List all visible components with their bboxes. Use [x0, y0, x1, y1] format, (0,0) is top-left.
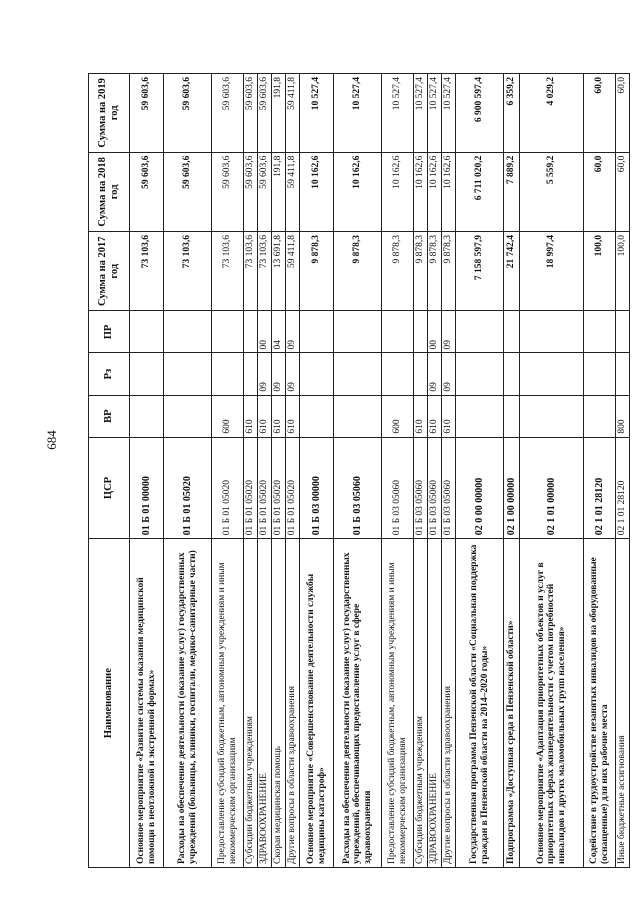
cell-sum-2019: 59 603,6 — [244, 74, 258, 153]
cell-sum-2019: 10 527,4 — [334, 74, 382, 153]
table-row — [244, 74, 258, 868]
table-row — [300, 74, 334, 868]
cell-csr: 01 Б 01 05020 — [212, 437, 244, 539]
cell-sum-2017: 73 103,6 — [164, 232, 212, 311]
cell-pr — [584, 311, 616, 353]
cell-pr: 09 — [286, 311, 300, 353]
cell-sum-2018: 59 603,6 — [258, 152, 272, 231]
table-row — [616, 74, 630, 868]
cell-vr: 610 — [286, 395, 300, 437]
cell-name: Иные бюджетные ассигнования — [616, 539, 630, 868]
table-body — [130, 74, 630, 868]
cell-sum-2017: 73 103,6 — [130, 232, 164, 311]
cell-sum-2018: 5 559,2 — [520, 152, 584, 231]
cell-csr: 01 Б 01 05020 — [258, 437, 272, 539]
cell-name: Субсидии бюджетным учреждениям — [414, 539, 428, 868]
cell-sum-2017: 73 103,6 — [258, 232, 272, 311]
cell-csr: 01 Б 03 05060 — [442, 437, 456, 539]
cell-rz: 09 — [272, 353, 286, 395]
cell-pr: 09 — [442, 311, 456, 353]
cell-rz: 09 — [442, 353, 456, 395]
cell-name: ЗДРАВООХРАНЕНИЕ — [428, 539, 442, 868]
cell-sum-2017: 73 103,6 — [212, 232, 244, 311]
cell-rz — [300, 353, 334, 395]
cell-csr: 01 Б 01 05020 — [272, 437, 286, 539]
cell-pr — [504, 311, 520, 353]
cell-pr — [300, 311, 334, 353]
cell-name: ЗДРАВООХРАНЕНИЕ — [258, 539, 272, 868]
cell-pr — [456, 311, 504, 353]
cell-rz — [212, 353, 244, 395]
cell-vr: 800 — [616, 395, 630, 437]
table-row — [130, 74, 164, 868]
cell-vr — [164, 395, 212, 437]
cell-csr: 01 Б 03 05060 — [334, 437, 382, 539]
cell-sum-2018: 6 711 020,2 — [456, 152, 504, 231]
cell-sum-2018: 60,0 — [616, 152, 630, 231]
budget-table-container — [88, 73, 628, 868]
cell-csr: 01 Б 03 05060 — [428, 437, 442, 539]
cell-pr — [334, 311, 382, 353]
cell-pr — [616, 311, 630, 353]
budget-table — [88, 73, 630, 868]
cell-pr: 00 — [428, 311, 442, 353]
cell-pr: 00 — [258, 311, 272, 353]
cell-rz — [382, 353, 414, 395]
cell-vr — [300, 395, 334, 437]
cell-rz — [244, 353, 258, 395]
table-row — [382, 74, 414, 868]
cell-name: Основное мероприятие «Адаптация приоритетных объектов и услуг в приоритетных сферах жизнедеятельности с учетом потребностей инвалидов и других маломобильных групп населения» — [520, 539, 584, 868]
cell-name: Другие вопросы в области здравоохранения — [286, 539, 300, 868]
cell-csr: 01 Б 01 00000 — [130, 437, 164, 539]
cell-vr — [584, 395, 616, 437]
cell-sum-2017: 59 411,8 — [286, 232, 300, 311]
cell-rz — [504, 353, 520, 395]
cell-sum-2018: 10 162,6 — [334, 152, 382, 231]
cell-name: Основное мероприятие «Развитие системы оказания медицинской помощи в неотложной и экстренной формах» — [130, 539, 164, 868]
header-name: Наименование — [89, 539, 130, 868]
cell-sum-2019: 59 603,6 — [164, 74, 212, 153]
cell-csr: 02 0 00 00000 — [456, 437, 504, 539]
cell-vr — [456, 395, 504, 437]
cell-rz — [456, 353, 504, 395]
cell-sum-2017: 9 878,3 — [334, 232, 382, 311]
cell-rz: 09 — [428, 353, 442, 395]
cell-sum-2019: 10 527,4 — [428, 74, 442, 153]
cell-sum-2019: 10 527,4 — [442, 74, 456, 153]
cell-rz — [334, 353, 382, 395]
table-row — [520, 74, 584, 868]
cell-sum-2017: 100,0 — [616, 232, 630, 311]
cell-sum-2017: 73 103,6 — [244, 232, 258, 311]
cell-csr: 02 1 00 00000 — [504, 437, 520, 539]
cell-pr — [130, 311, 164, 353]
cell-sum-2017: 9 878,3 — [428, 232, 442, 311]
cell-sum-2018: 10 162,6 — [382, 152, 414, 231]
cell-sum-2017: 9 878,3 — [300, 232, 334, 311]
cell-name: Государственная программа Пензенской области «Социальная поддержка граждан в Пензенской области на 2014–2020 годы» — [456, 539, 504, 868]
cell-csr: 01 Б 01 05020 — [286, 437, 300, 539]
cell-vr: 610 — [258, 395, 272, 437]
cell-vr: 600 — [212, 395, 244, 437]
cell-vr: 610 — [414, 395, 428, 437]
cell-sum-2018: 60,0 — [584, 152, 616, 231]
header-sum-2019: Сумма на 2019 год — [89, 74, 130, 153]
table-row — [428, 74, 442, 868]
cell-vr — [520, 395, 584, 437]
header-vr: ВР — [89, 395, 130, 437]
header-pr: ПР — [89, 311, 130, 353]
cell-pr — [382, 311, 414, 353]
table-row — [584, 74, 616, 868]
cell-sum-2018: 59 411,8 — [286, 152, 300, 231]
cell-sum-2017: 13 691,8 — [272, 232, 286, 311]
cell-sum-2019: 10 527,4 — [300, 74, 334, 153]
cell-sum-2018: 59 603,6 — [130, 152, 164, 231]
cell-vr: 610 — [244, 395, 258, 437]
cell-sum-2018: 59 603,6 — [212, 152, 244, 231]
cell-name: Расходы на обеспечение деятельности (оказание услуг) государственных учреждений (больницы, клиники, госпитали, медико-санитарные части) — [164, 539, 212, 868]
cell-sum-2019: 191,8 — [272, 74, 286, 153]
cell-vr — [130, 395, 164, 437]
cell-sum-2017: 21 742,4 — [504, 232, 520, 311]
cell-sum-2017: 9 878,3 — [442, 232, 456, 311]
cell-name: Основное мероприятие «Совершенствование деятельности службы медицины катастроф» — [300, 539, 334, 868]
cell-rz: 09 — [258, 353, 272, 395]
cell-sum-2018: 191,8 — [272, 152, 286, 231]
table-row — [334, 74, 382, 868]
cell-sum-2019: 10 527,4 — [382, 74, 414, 153]
cell-vr: 600 — [382, 395, 414, 437]
cell-rz — [520, 353, 584, 395]
cell-csr: 01 Б 01 05020 — [164, 437, 212, 539]
cell-sum-2017: 18 997,4 — [520, 232, 584, 311]
cell-sum-2019: 59 603,6 — [130, 74, 164, 153]
cell-sum-2018: 10 162,6 — [300, 152, 334, 231]
cell-rz — [584, 353, 616, 395]
table-row — [504, 74, 520, 868]
cell-sum-2018: 7 889,2 — [504, 152, 520, 231]
cell-name: Содействие в трудоустройстве незанятых инвалидов на оборудованные (оснащенные) для них рабочие места — [584, 539, 616, 868]
cell-rz — [130, 353, 164, 395]
cell-sum-2019: 59 411,8 — [286, 74, 300, 153]
cell-sum-2019: 4 029,2 — [520, 74, 584, 153]
cell-pr — [164, 311, 212, 353]
header-csr: ЦСР — [89, 437, 130, 539]
cell-csr: 01 Б 03 05060 — [414, 437, 428, 539]
cell-name: Подпрограмма «Доступная среда в Пензенской области» — [504, 539, 520, 868]
cell-csr: 01 Б 03 00000 — [300, 437, 334, 539]
cell-rz — [164, 353, 212, 395]
cell-rz: 09 — [286, 353, 300, 395]
cell-sum-2017: 9 878,3 — [414, 232, 428, 311]
cell-sum-2018: 10 162,6 — [414, 152, 428, 231]
cell-vr: 610 — [442, 395, 456, 437]
table-row — [456, 74, 504, 868]
table-row — [272, 74, 286, 868]
cell-csr: 02 1 01 28120 — [584, 437, 616, 539]
cell-sum-2019: 6 900 597,4 — [456, 74, 504, 153]
cell-name: Субсидии бюджетным учреждениям — [244, 539, 258, 868]
cell-rz — [616, 353, 630, 395]
cell-sum-2019: 10 527,4 — [414, 74, 428, 153]
cell-csr: 02 1 01 28120 — [616, 437, 630, 539]
cell-sum-2019: 59 603,6 — [212, 74, 244, 153]
table-row — [286, 74, 300, 868]
cell-name: Предоставление субсидий бюджетным, автономным учреждениям и иным некоммерческим организациям — [382, 539, 414, 868]
table-row — [442, 74, 456, 868]
cell-csr: 01 Б 01 05020 — [244, 437, 258, 539]
cell-pr: 04 — [272, 311, 286, 353]
cell-sum-2019: 59 603,6 — [258, 74, 272, 153]
cell-pr — [520, 311, 584, 353]
cell-pr — [212, 311, 244, 353]
cell-sum-2018: 10 162,6 — [442, 152, 456, 231]
cell-name: Расходы на обеспечение деятельности (оказание услуг) государственных учреждений, обеспечивающих предоставление услуг в сфере здравоохранения — [334, 539, 382, 868]
cell-name: Другие вопросы в области здравоохранения — [442, 539, 456, 868]
table-row — [164, 74, 212, 868]
cell-sum-2019: 60,0 — [584, 74, 616, 153]
cell-sum-2018: 59 603,6 — [164, 152, 212, 231]
header-rz: Рз — [89, 353, 130, 395]
cell-vr — [504, 395, 520, 437]
cell-sum-2018: 59 603,6 — [244, 152, 258, 231]
cell-csr: 01 Б 03 05060 — [382, 437, 414, 539]
cell-sum-2019: 60,0 — [616, 74, 630, 153]
table-row — [258, 74, 272, 868]
cell-rz — [414, 353, 428, 395]
cell-name: Предоставление субсидий бюджетным, автономным учреждениям и иным некоммерческим организациям — [212, 539, 244, 868]
cell-name: Скорая медицинская помощь — [272, 539, 286, 868]
cell-vr: 610 — [272, 395, 286, 437]
cell-sum-2018: 10 162,6 — [428, 152, 442, 231]
table-row — [414, 74, 428, 868]
cell-sum-2019: 6 359,2 — [504, 74, 520, 153]
page-number: 684 — [44, 430, 59, 450]
cell-sum-2017: 9 878,3 — [382, 232, 414, 311]
cell-sum-2017: 7 158 597,9 — [456, 232, 504, 311]
table-row — [212, 74, 244, 868]
header-row — [89, 74, 130, 868]
header-sum-2017: Сумма на 2017 год — [89, 232, 130, 311]
cell-vr — [334, 395, 382, 437]
cell-sum-2017: 100,0 — [584, 232, 616, 311]
cell-csr: 02 1 01 00000 — [520, 437, 584, 539]
cell-pr — [244, 311, 258, 353]
cell-pr — [414, 311, 428, 353]
header-sum-2018: Сумма на 2018 год — [89, 152, 130, 231]
cell-vr: 610 — [428, 395, 442, 437]
